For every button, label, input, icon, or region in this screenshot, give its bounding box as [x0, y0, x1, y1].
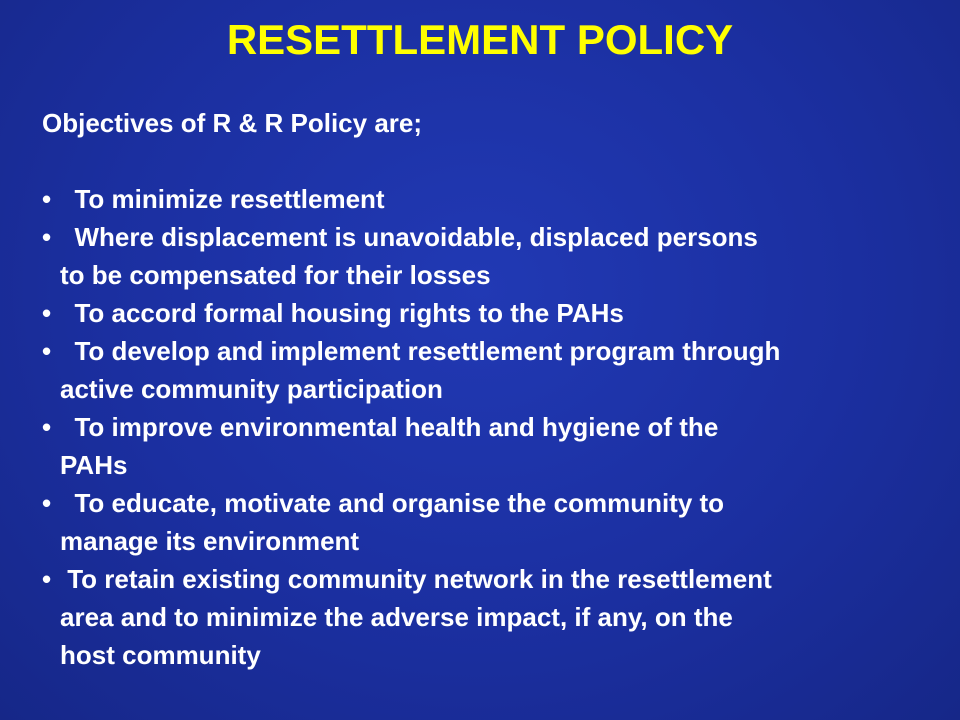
- list-item-line: To retain existing community network in the resettlement: [60, 564, 772, 594]
- list-item-line: PAHs: [60, 450, 128, 480]
- list-item-line: To minimize resettlement: [60, 184, 385, 214]
- list-item-line: To develop and implement resettlement program through: [60, 336, 781, 366]
- list-item: [42, 180, 780, 218]
- list-item: [42, 408, 780, 484]
- bullet-icon: •: [42, 298, 52, 328]
- list-item: [42, 294, 780, 332]
- intro-text: Objectives of R & R Policy are;: [42, 108, 423, 138]
- list-item-line: To accord formal housing rights to the PAHs: [60, 298, 624, 328]
- list-item-line: Where displacement is unavoidable, displaced persons: [60, 222, 758, 252]
- bullet-icon: •: [42, 488, 52, 518]
- list-item-line: To educate, motivate and organise the community to: [60, 488, 725, 518]
- list-item: [42, 218, 780, 294]
- list-item-line: host community: [60, 640, 261, 670]
- bullet-icon: •: [42, 336, 52, 366]
- bullet-icon: •: [42, 564, 52, 594]
- list-item-line: to be compensated for their losses: [60, 260, 491, 290]
- bullet-icon: •: [42, 222, 52, 252]
- bullet-icon: •: [42, 412, 52, 442]
- bullet-icon: •: [42, 184, 52, 214]
- list-item-line: manage its environment: [60, 526, 360, 556]
- objectives-list: [42, 180, 780, 674]
- list-item-line: To improve environmental health and hygiene of the: [60, 412, 719, 442]
- list-item-line: active community participation: [60, 374, 443, 404]
- slide-title: RESETTLEMENT POLICY: [226, 16, 734, 63]
- list-item: [42, 560, 780, 674]
- list-item: [42, 332, 780, 408]
- list-item-line: area and to minimize the adverse impact, if any, on the: [60, 602, 733, 632]
- list-item: [42, 484, 780, 560]
